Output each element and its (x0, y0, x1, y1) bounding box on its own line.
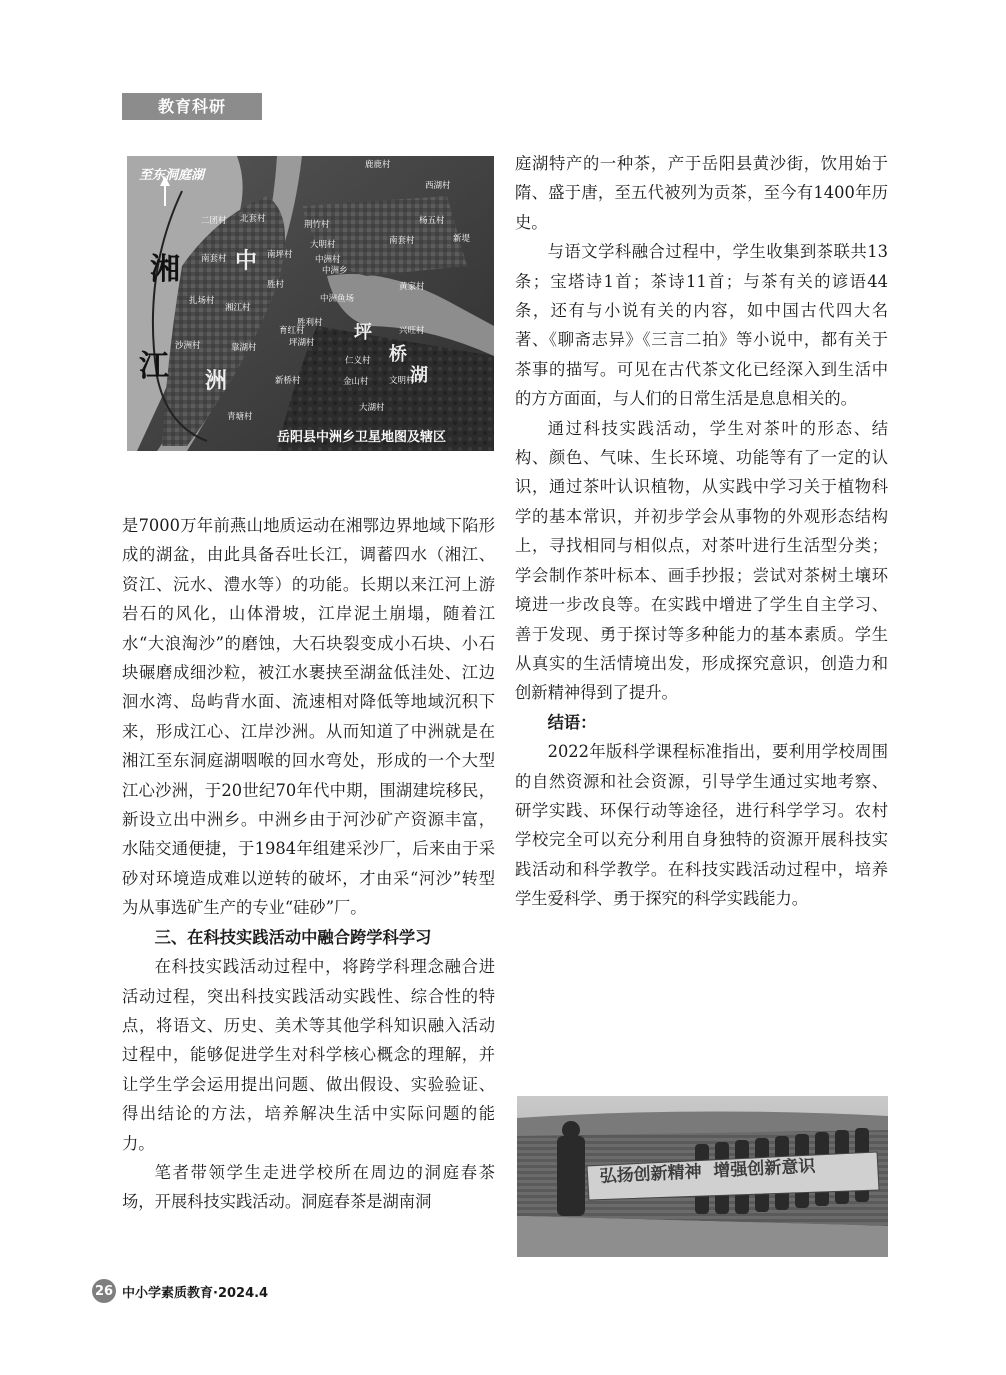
paragraph: 是7000万年前燕山地质运动在湘鄂边界地域下陷形成的湖盆，由此具备吞吐长江，调蓄四水（湘江、资江、沅水、澧水等）的功能。长期以来江河上游岩石的风化，山体滑坡，江岸泥土崩塌，随着江水“大浪淘沙”的磨蚀，大石块裂变成小石块、小石块碾磨成细沙粒，被江水裹挟至湖盆低洼处、江边洄水湾、岛屿背水面、流速相对降低等地域沉积下来，形成江心、江岸沙洲。从而知道了中洲就是在湘江至东洞庭湖咽喉的回水弯处，形成的一个大型江心沙洲，于20世纪70年代中期，围湖建垸移民，新设立出中洲乡。中洲乡由于河沙矿产资源丰富，水陆交通便捷，于1984年组建采沙厂，后来由于采砂对环境造成难以逆转的破坏，才由采“河沙”转型为从事选矿生产的专业“硅砂”厂。 (122, 516, 495, 918)
paragraph: 2022年版科学课程标准指出，要利用学校周围的自然资源和社会资源，引导学生通过实地考察、研学实践、环保行动等途径，进行科学学习。农村学校完全可以充分利用自身独特的资源开展科技实践活动和科学教学。在科技实践活动过程中，培养学生爱科学、勇于探究的科学实践能力。 (515, 742, 888, 909)
map-place-label: 西湖村 (425, 181, 451, 191)
map-place-label: 扎场村 (189, 296, 215, 306)
right-column (515, 149, 888, 914)
map-place-label: 新堤 (453, 234, 471, 244)
satellite-map-image (127, 156, 494, 451)
map-place-label: 胜利村 (297, 318, 323, 328)
map-big-label: 坪 (354, 322, 372, 343)
map-place-label: 坪湖村 (289, 338, 315, 348)
map-place-label: 青塘村 (227, 412, 253, 422)
map-place-label: 黄家村 (399, 282, 425, 292)
section-heading: 三、在科技实践活动中融合跨学科学习 (154, 927, 432, 947)
map-big-label: 中 (235, 248, 258, 274)
map-place-label: 新桥村 (275, 376, 301, 386)
journal-name: 中小学素质教育·2024.4 (122, 1285, 269, 1301)
map-place-label: 大明村 (310, 240, 336, 250)
map-place-label: 靠湖村 (231, 343, 257, 353)
map-place-label: 育红村 (279, 326, 305, 336)
map-place-label: 二团村 (201, 216, 227, 226)
map-place-label: 金山村 (343, 377, 369, 387)
paragraph: 庭湖特产的一种茶，产于岳阳县黄沙街，饮用始于隋、盛于唐，至五代被列为贡茶，至今有1400年历史。 (515, 154, 888, 232)
section-tag: 教育科研 (122, 93, 262, 120)
map-big-label: 洲 (205, 368, 228, 394)
map-place-label: 中洲鱼场 (320, 294, 355, 304)
map-place-label: 南套村 (201, 254, 227, 264)
page-footer (92, 1279, 268, 1303)
satellite-map-figure (127, 156, 494, 451)
page-number: 26 (92, 1279, 116, 1303)
map-place-label: 兴旺村 (399, 326, 425, 336)
map-big-label: 桥 (389, 344, 407, 365)
section-heading: 结语： (547, 712, 597, 732)
map-place-label: 荆竹村 (304, 220, 330, 230)
map-place-label: 杨五村 (419, 216, 445, 226)
banner-text: 弘扬创新精神 增强创新意识 (599, 1156, 816, 1187)
activity-photo (517, 1096, 888, 1257)
map-caption: 岳阳县中洲乡卫星地图及辖区 (277, 430, 447, 445)
paragraph: 笔者带领学生走进学校所在周边的洞庭春茶场，开展科技实践活动。洞庭春茶是湖南洞 (122, 1162, 495, 1212)
paragraph: 在科技实践活动过程中，将跨学科理念融合进活动过程，突出科技实践活动实践性、综合性的特点，将语文、历史、美术等其他学科知识融入活动过程中，能够促进学生对科学核心概念的理解，并让学生学会运用提出问题、做出假设、实验验证、得出结论的方法，培养解决生活中实际问题的能力。 (122, 957, 495, 1153)
map-place-label: 大湖村 (359, 403, 385, 413)
map-place-label: 胜村 (267, 280, 285, 290)
map-big-label: 江 (139, 349, 169, 384)
map-big-label: 湘 (150, 252, 180, 287)
paragraph: 与语文学科融合过程中，学生收集到茶联共13条；宝塔诗1首；茶诗11首；与茶有关的谚语44条，还有与小说有关的内容，如中国古代四大名著、《聊斋志异》《三言二拍》等小说中，都有关于茶事的描写。可见在古代茶文化已经深入到生活中的方方面面，与人们的日常生活是息息相关的。 (515, 242, 888, 409)
map-big-label: 湖 (410, 365, 428, 386)
map-place-label: 鹿鹿村 (365, 160, 391, 170)
map-direction-label: 至东洞庭湖 (139, 168, 205, 183)
left-column (122, 511, 495, 1217)
map-place-label: 中洲乡 (322, 266, 348, 276)
map-place-label: 湘江村 (225, 303, 251, 313)
paragraph: 通过科技实践活动，学生对茶叶的形态、结构、颜色、气味、生长环境、功能等有了一定的认识，通过茶叶认识植物，从实践中学习关于植物科学的基本常识，并初步学会从事物的外观形态结构上，寻找相同与相似点，对茶叶进行生活型分类；学会制作茶叶标本、画手抄报；尝试对茶树土壤环境进一步改良等。在实践中增进了学生自主学习、善于发现、勇于探讨等多种能力的基本素质。学生从真实的生活情境出发，形成探究意识，创造力和创新精神得到了提升。 (515, 418, 888, 703)
map-place-label: 南坪村 (267, 250, 293, 260)
map-place-label: 沙洲村 (175, 341, 201, 351)
map-place-label: 北套村 (240, 214, 266, 224)
map-place-label: 文明村 (389, 376, 415, 386)
map-place-label: 中洲村 (315, 255, 341, 265)
map-place-label: 仁义村 (345, 356, 371, 366)
map-place-label: 南套村 (389, 236, 415, 246)
